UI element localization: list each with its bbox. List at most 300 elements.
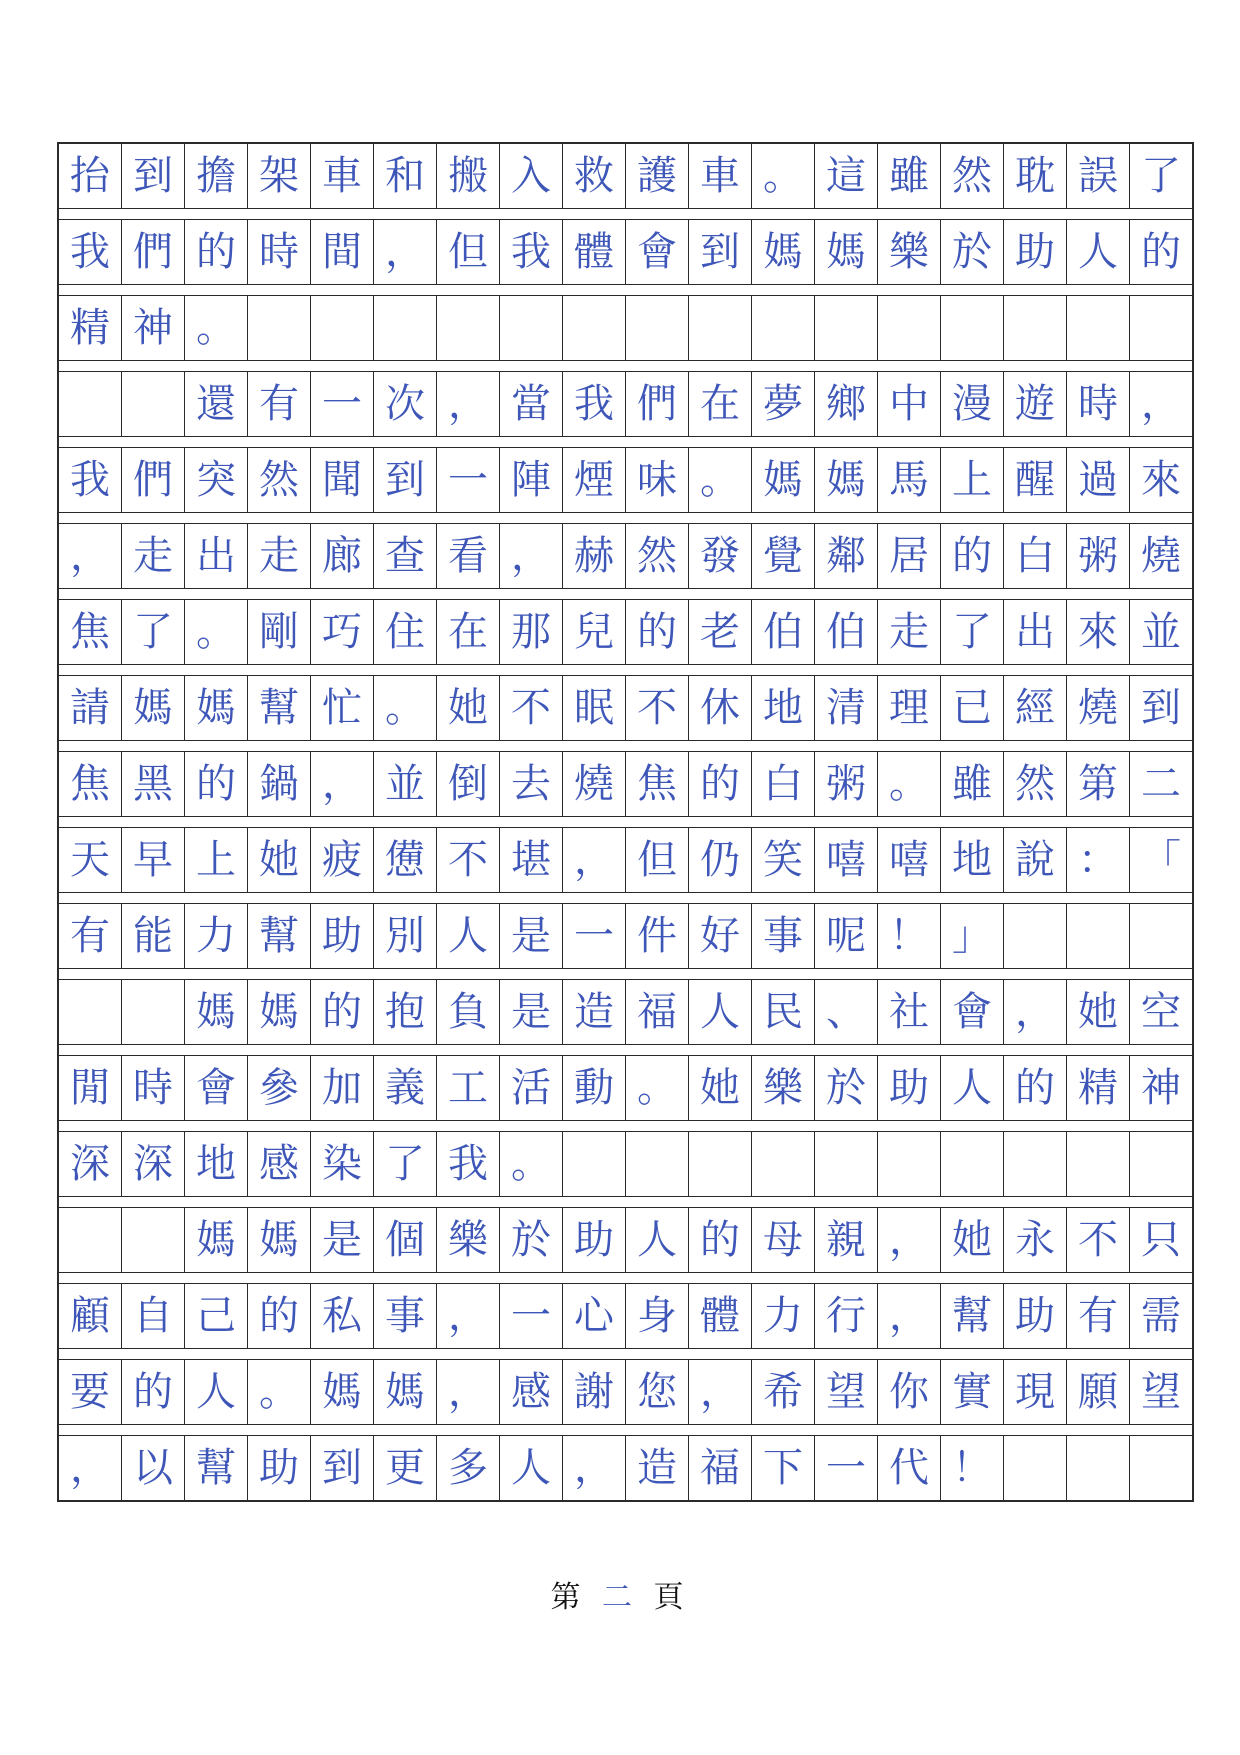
grid-cell: 母 [752, 1208, 815, 1272]
grid-cell: 中 [878, 372, 941, 436]
grid-cell: 擔 [185, 144, 248, 208]
grid-cell [1130, 296, 1192, 360]
grid-cell: 理 [878, 676, 941, 740]
grid-cell: 到 [689, 220, 752, 284]
grid-cell: 抱 [374, 980, 437, 1044]
grid-cell: 。 [626, 1056, 689, 1120]
grid-cell: 身 [626, 1284, 689, 1348]
grid-cell: 到 [1141, 685, 1181, 731]
composition-grid [57, 142, 1194, 1502]
grid-cell: 負 [437, 980, 500, 1044]
grid-cell [563, 1132, 626, 1196]
grid-cell: 老 [689, 600, 752, 664]
grid-cell: 能 [122, 904, 185, 968]
grid-cell: 伯 [752, 600, 815, 664]
grid-cell [500, 296, 563, 360]
grid-cell [1067, 296, 1130, 360]
grid-cell: 助 [878, 1056, 941, 1120]
grid-cell: 私 [311, 1284, 374, 1348]
row-gap [59, 665, 1192, 676]
grid-cell: 我 [500, 220, 563, 284]
grid-cell: 搬 [437, 144, 500, 208]
grid-cell: 燒 [1067, 676, 1130, 740]
grid-cell: 一 [563, 904, 626, 968]
grid-cell [941, 296, 1004, 360]
grid-cell: 更 [374, 1436, 437, 1500]
row-gap [59, 1273, 1192, 1284]
grid-cell: 助 [1004, 220, 1067, 284]
grid-cell: 人 [1067, 220, 1130, 284]
grid-row [59, 1056, 1192, 1121]
grid-cell: ， [878, 1284, 941, 1348]
grid-cell: 夢 [752, 372, 815, 436]
grid-cell [1130, 1436, 1192, 1500]
grid-cell: 聞 [311, 448, 374, 512]
grid-cell: 經 [1004, 676, 1067, 740]
grid-cell: 了 [122, 600, 185, 664]
grid-cell: 幫 [248, 904, 311, 968]
grid-cell: 去 [500, 752, 563, 816]
grid-cell [59, 372, 122, 436]
grid-row [59, 828, 1192, 893]
grid-cell: 精 [1067, 1056, 1130, 1120]
grid-cell: 動 [563, 1056, 626, 1120]
grid-cell: 下 [752, 1436, 815, 1500]
grid-row [59, 144, 1192, 209]
grid-cell: 說 [1004, 828, 1067, 892]
grid-cell [752, 296, 815, 360]
grid-cell: 車 [689, 144, 752, 208]
grid-cell: 和 [374, 144, 437, 208]
grid-cell: ， [1141, 381, 1181, 427]
grid-row [59, 752, 1192, 817]
grid-cell: 於 [815, 1056, 878, 1120]
grid-cell: 遊 [1004, 372, 1067, 436]
grid-cell: 媽 [185, 676, 248, 740]
grid-cell: 於 [500, 1208, 563, 1272]
grid-cell: 心 [563, 1284, 626, 1348]
grid-cell: 的 [248, 1284, 311, 1348]
grid-cell: 走 [248, 524, 311, 588]
grid-cell: 深 [59, 1132, 122, 1196]
grid-cell: 出 [185, 524, 248, 588]
grid-cell [1067, 904, 1130, 968]
grid-cell: 第 [1067, 752, 1130, 816]
grid-row [59, 1360, 1192, 1425]
grid-cell: 空 [1141, 989, 1181, 1035]
grid-cell: 陣 [500, 448, 563, 512]
grid-cell: 然 [248, 448, 311, 512]
grid-cell: 來 [1067, 600, 1130, 664]
grid-cell: ， [59, 1436, 122, 1500]
grid-cell: 福 [689, 1436, 752, 1500]
grid-cell: 。 [689, 448, 752, 512]
grid-cell: 覺 [752, 524, 815, 588]
grid-cell: 這 [815, 144, 878, 208]
grid-cell: ， [437, 1360, 500, 1424]
grid-cell: 造 [626, 1436, 689, 1500]
grid-cell: 願 [1067, 1360, 1130, 1424]
grid-cell: 並 [374, 752, 437, 816]
grid-cell: 。 [185, 296, 248, 360]
grid-cell: 的 [689, 1208, 752, 1272]
grid-cell: 你 [878, 1360, 941, 1424]
grid-cell: 粥 [815, 752, 878, 816]
row-gap [59, 817, 1192, 828]
grid-cell: 人 [689, 980, 752, 1044]
grid-cell: 顧 [59, 1284, 122, 1348]
grid-cell: 倒 [437, 752, 500, 816]
grid-cell: 休 [689, 676, 752, 740]
grid-cell: 的 [1004, 1056, 1067, 1120]
grid-cell: 己 [185, 1284, 248, 1348]
grid-cell: 要 [59, 1360, 122, 1424]
grid-cell [437, 296, 500, 360]
grid-cell: 憊 [374, 828, 437, 892]
grid-cell: 義 [374, 1056, 437, 1120]
grid-cell [122, 1208, 185, 1272]
grid-cell: 望 [815, 1360, 878, 1424]
grid-cell: ， [1004, 980, 1067, 1044]
grid-cell: 人 [500, 1436, 563, 1500]
grid-cell: 不 [1067, 1208, 1130, 1272]
grid-cell: 神 [1141, 1065, 1181, 1111]
grid-cell: 誤 [1067, 144, 1130, 208]
row-gap [59, 513, 1192, 524]
grid-cell: 然 [941, 144, 1004, 208]
grid-cell: ， [878, 1208, 941, 1272]
grid-cell: 入 [500, 144, 563, 208]
grid-row [59, 372, 1192, 437]
grid-cell: 們 [122, 448, 185, 512]
grid-cell: 查 [374, 524, 437, 588]
grid-cell: 嘻 [815, 828, 878, 892]
grid-cell: 堪 [500, 828, 563, 892]
grid-cell: 地 [941, 828, 1004, 892]
grid-cell: 白 [752, 752, 815, 816]
grid-cell: 人 [941, 1056, 1004, 1120]
grid-cell: 還 [185, 372, 248, 436]
grid-cell: 然 [1004, 752, 1067, 816]
grid-row [59, 1436, 1192, 1500]
grid-cell: 幫 [248, 676, 311, 740]
grid-cell [1004, 1436, 1067, 1500]
grid-cell [1130, 1132, 1192, 1196]
grid-cell: 媽 [122, 676, 185, 740]
grid-cell: 兒 [563, 600, 626, 664]
grid-cell: 巧 [311, 600, 374, 664]
grid-cell: 天 [59, 828, 122, 892]
grid-cell [122, 980, 185, 1044]
row-gap [59, 1349, 1192, 1360]
grid-cell: 焦 [59, 752, 122, 816]
grid-cell: 需 [1141, 1293, 1181, 1339]
grid-cell: 到 [374, 448, 437, 512]
grid-cell: 請 [59, 676, 122, 740]
grid-cell: 樂 [437, 1208, 500, 1272]
grid-cell: 住 [374, 600, 437, 664]
grid-cell: 力 [752, 1284, 815, 1348]
grid-row [59, 448, 1192, 513]
grid-cell: 媽 [374, 1360, 437, 1424]
grid-cell: 樂 [878, 220, 941, 284]
grid-cell: 現 [1004, 1360, 1067, 1424]
grid-row [59, 1132, 1192, 1197]
grid-cell: 鄰 [815, 524, 878, 588]
row-gap [59, 893, 1192, 904]
grid-cell: 疲 [311, 828, 374, 892]
grid-cell: 人 [185, 1360, 248, 1424]
grid-cell: 救 [563, 144, 626, 208]
grid-cell [122, 372, 185, 436]
grid-cell: 媽 [185, 1208, 248, 1272]
grid-cell: 實 [941, 1360, 1004, 1424]
grid-cell: 是 [500, 980, 563, 1044]
grid-cell: 已 [941, 676, 1004, 740]
grid-cell: 樂 [752, 1056, 815, 1120]
grid-cell: 她 [437, 676, 500, 740]
grid-cell: 人 [626, 1208, 689, 1272]
grid-row [59, 676, 1192, 741]
grid-cell: 「 [1141, 837, 1181, 883]
grid-cell: 並 [1141, 609, 1181, 655]
grid-cell: 白 [1004, 524, 1067, 588]
grid-cell: 精 [59, 296, 122, 360]
grid-cell: 鄉 [815, 372, 878, 436]
grid-cell: 體 [563, 220, 626, 284]
grid-cell: 好 [689, 904, 752, 968]
grid-cell: 車 [311, 144, 374, 208]
grid-cell [626, 1132, 689, 1196]
grid-cell: 不 [437, 828, 500, 892]
grid-cell: 馬 [878, 448, 941, 512]
grid-cell: 媽 [311, 1360, 374, 1424]
grid-cell: 於 [941, 220, 1004, 284]
grid-cell [815, 1132, 878, 1196]
grid-cell: 在 [437, 600, 500, 664]
page-number [0, 1572, 1240, 1616]
grid-cell: 以 [122, 1436, 185, 1500]
grid-cell: 突 [185, 448, 248, 512]
grid-cell: 護 [626, 144, 689, 208]
grid-row [59, 220, 1192, 285]
grid-cell: 時 [122, 1056, 185, 1120]
grid-cell: 架 [248, 144, 311, 208]
grid-cell: 媽 [752, 448, 815, 512]
row-gap [59, 741, 1192, 752]
row-gap [59, 1045, 1192, 1056]
grid-cell: 」 [941, 904, 1004, 968]
page-number-value: 二 [602, 1580, 638, 1615]
grid-cell: 民 [752, 980, 815, 1044]
grid-cell: 嘻 [878, 828, 941, 892]
grid-cell: 參 [248, 1056, 311, 1120]
grid-cell [311, 296, 374, 360]
grid-cell: 一 [311, 372, 374, 436]
grid-cell: 多 [437, 1436, 500, 1500]
grid-cell: 清 [815, 676, 878, 740]
grid-cell: 的 [941, 524, 1004, 588]
grid-cell: 走 [122, 524, 185, 588]
grid-cell: 謝 [563, 1360, 626, 1424]
grid-cell [878, 1132, 941, 1196]
grid-cell: 會 [185, 1056, 248, 1120]
grid-cell: 。 [185, 600, 248, 664]
grid-cell: 上 [941, 448, 1004, 512]
grid-cell: 。 [878, 752, 941, 816]
grid-cell [878, 296, 941, 360]
grid-cell: 的 [185, 752, 248, 816]
grid-cell: 的 [185, 220, 248, 284]
grid-cell: 她 [1067, 980, 1130, 1044]
grid-cell: 。 [500, 1132, 563, 1196]
grid-cell: 神 [122, 296, 185, 360]
grid-cell: 她 [941, 1208, 1004, 1272]
grid-cell: 的 [626, 600, 689, 664]
grid-cell: 但 [626, 828, 689, 892]
grid-cell [1130, 904, 1192, 968]
grid-cell: 不 [500, 676, 563, 740]
grid-row [59, 1208, 1192, 1273]
grid-cell: ！ [878, 904, 941, 968]
grid-cell: 到 [122, 144, 185, 208]
grid-cell: 時 [1067, 372, 1130, 436]
grid-cell: ： [1067, 828, 1130, 892]
grid-cell: 間 [311, 220, 374, 284]
grid-cell: 地 [752, 676, 815, 740]
grid-cell: 雖 [878, 144, 941, 208]
grid-cell: ， [374, 220, 437, 284]
grid-cell: 媽 [248, 1208, 311, 1272]
grid-cell: 人 [437, 904, 500, 968]
grid-cell: 我 [563, 372, 626, 436]
grid-cell: 的 [689, 752, 752, 816]
grid-cell: 是 [500, 904, 563, 968]
grid-cell: 燒 [1141, 533, 1181, 579]
grid-cell [752, 1132, 815, 1196]
page-number-prefix: 第 [550, 1580, 587, 1615]
grid-cell: 過 [1067, 448, 1130, 512]
grid-cell: 的 [1141, 229, 1181, 275]
grid-cell [1004, 904, 1067, 968]
grid-cell: 然 [626, 524, 689, 588]
grid-cell: 她 [689, 1056, 752, 1120]
grid-cell: 了 [941, 600, 1004, 664]
grid-cell: 漫 [941, 372, 1004, 436]
grid-cell: 看 [437, 524, 500, 588]
grid-cell: 呢 [815, 904, 878, 968]
grid-cell: 我 [59, 448, 122, 512]
grid-cell: 廊 [311, 524, 374, 588]
grid-cell: 媽 [815, 220, 878, 284]
grid-cell: 染 [311, 1132, 374, 1196]
grid-cell: 力 [185, 904, 248, 968]
grid-cell: 媽 [185, 980, 248, 1044]
grid-cell: 望 [1141, 1369, 1181, 1415]
grid-cell: 來 [1141, 457, 1181, 503]
grid-cell [1004, 1132, 1067, 1196]
grid-cell: 親 [815, 1208, 878, 1272]
grid-cell [941, 1132, 1004, 1196]
row-gap [59, 589, 1192, 600]
grid-cell: 赫 [563, 524, 626, 588]
grid-cell: 只 [1141, 1217, 1181, 1263]
grid-cell: ！ [941, 1436, 1004, 1500]
grid-cell: 當 [500, 372, 563, 436]
grid-cell: 自 [122, 1284, 185, 1348]
grid-cell: 出 [1004, 600, 1067, 664]
grid-cell [59, 1208, 122, 1272]
grid-cell: 社 [878, 980, 941, 1044]
grid-cell: 伯 [815, 600, 878, 664]
grid-cell: 。 [752, 144, 815, 208]
grid-cell: ， [437, 372, 500, 436]
grid-cell: 發 [689, 524, 752, 588]
grid-cell: 媽 [248, 980, 311, 1044]
grid-cell: 鍋 [248, 752, 311, 816]
grid-cell: 到 [311, 1436, 374, 1500]
grid-cell: 有 [248, 372, 311, 436]
grid-cell: 上 [185, 828, 248, 892]
row-gap [59, 1425, 1192, 1436]
grid-row [59, 524, 1192, 589]
grid-cell: 焦 [626, 752, 689, 816]
grid-cell: 閒 [59, 1056, 122, 1120]
grid-cell [1067, 1436, 1130, 1500]
grid-cell [689, 1132, 752, 1196]
grid-cell: ， [500, 524, 563, 588]
grid-cell: 的 [122, 1360, 185, 1424]
grid-cell: 剛 [248, 600, 311, 664]
grid-cell: 工 [437, 1056, 500, 1120]
grid-cell: 走 [878, 600, 941, 664]
grid-cell [59, 980, 122, 1044]
grid-cell: 希 [752, 1360, 815, 1424]
grid-cell: 您 [626, 1360, 689, 1424]
grid-cell: 助 [311, 904, 374, 968]
grid-cell: ， [59, 524, 122, 588]
row-gap [59, 969, 1192, 980]
row-gap [59, 209, 1192, 220]
grid-cell: 有 [1067, 1284, 1130, 1348]
grid-cell: 味 [626, 448, 689, 512]
grid-cell: ， [437, 1284, 500, 1348]
grid-cell: 二 [1141, 761, 1181, 807]
row-gap [59, 285, 1192, 296]
grid-cell: 她 [248, 828, 311, 892]
grid-cell: 抬 [59, 144, 122, 208]
grid-cell: 忙 [311, 676, 374, 740]
grid-cell: 早 [122, 828, 185, 892]
grid-cell: 深 [122, 1132, 185, 1196]
grid-cell: 助 [1004, 1284, 1067, 1348]
grid-cell: 是 [311, 1208, 374, 1272]
grid-cell: 了 [374, 1132, 437, 1196]
grid-row [59, 600, 1192, 665]
grid-cell: ， [311, 752, 374, 816]
grid-cell: 助 [248, 1436, 311, 1500]
grid-cell: 媽 [752, 220, 815, 284]
grid-cell: 會 [941, 980, 1004, 1044]
grid-cell: 行 [815, 1284, 878, 1348]
grid-cell: 次 [374, 372, 437, 436]
row-gap [59, 1197, 1192, 1208]
grid-cell: 體 [689, 1284, 752, 1348]
grid-cell: 個 [374, 1208, 437, 1272]
grid-cell: 有 [59, 904, 122, 968]
grid-cell [1067, 1132, 1130, 1196]
grid-cell: 笑 [752, 828, 815, 892]
